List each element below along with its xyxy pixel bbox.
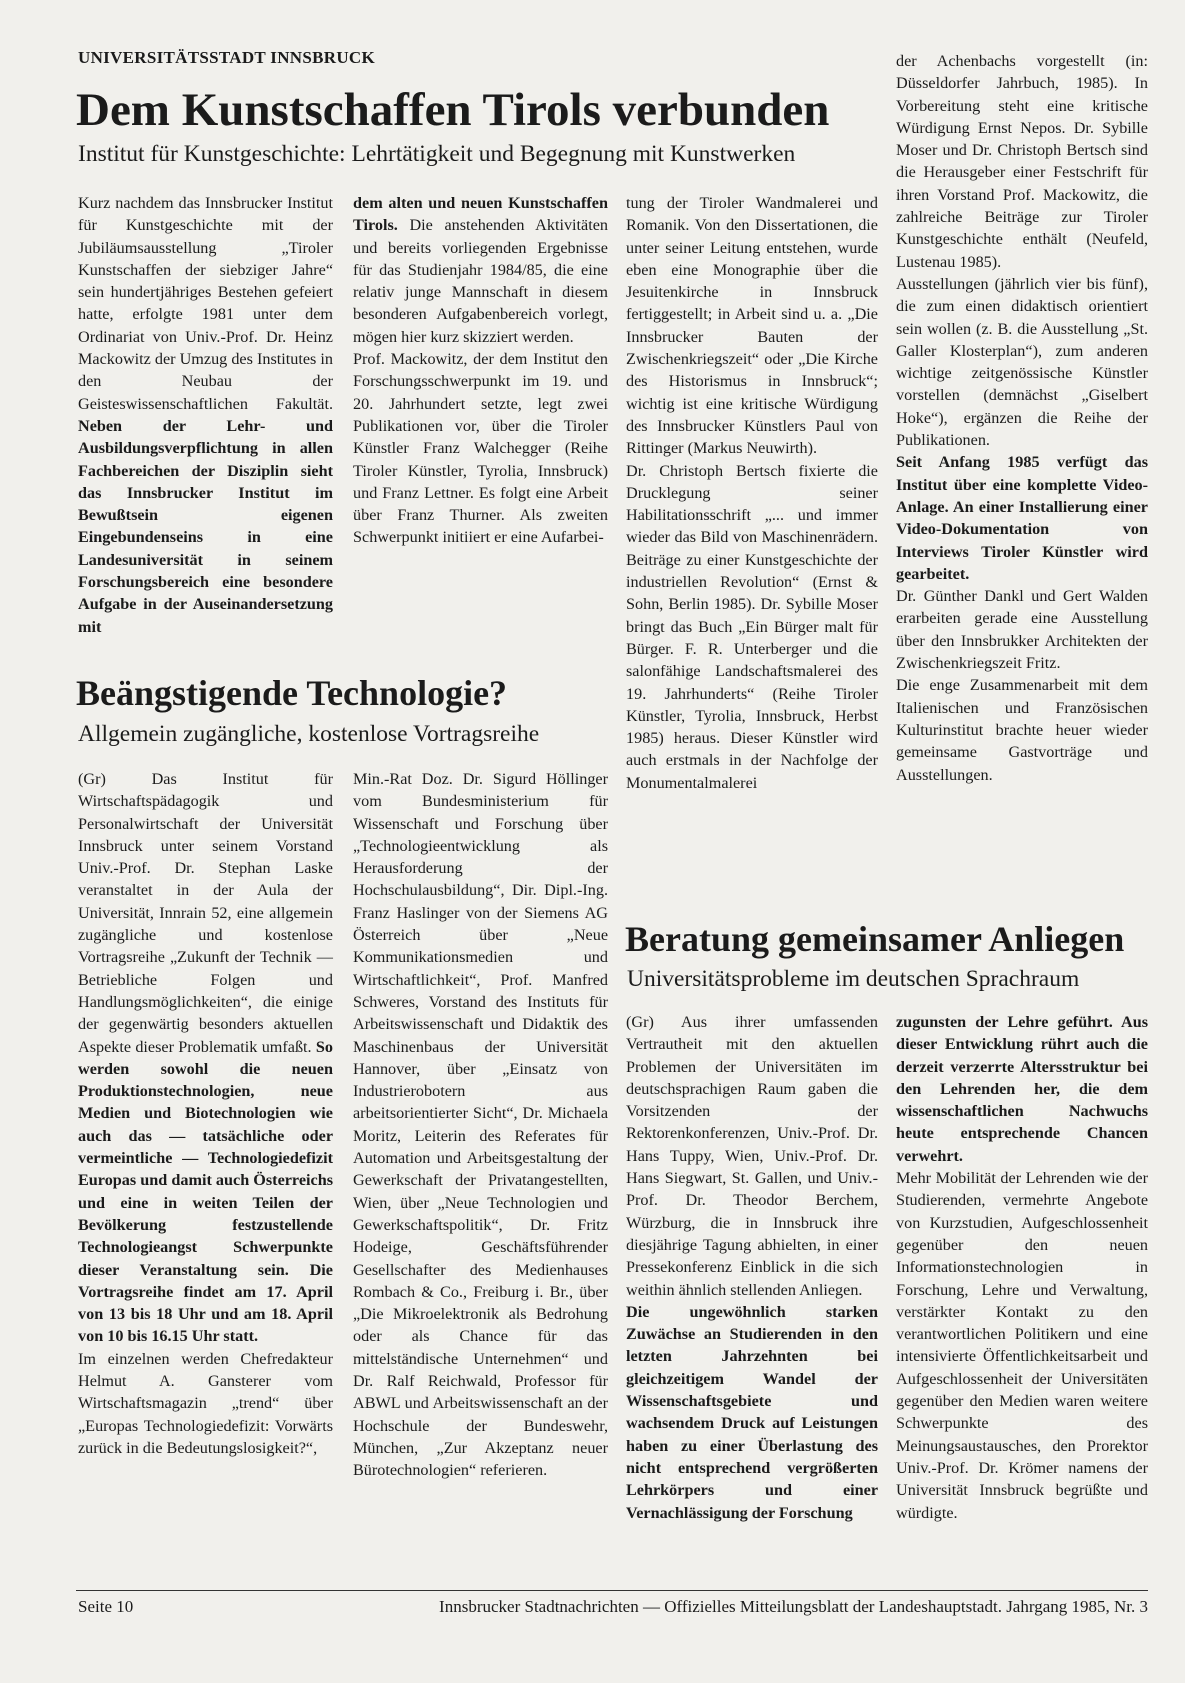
paragraph: (Gr) Aus ihrer umfassenden Vertrautheit mit den aktuellen Problemen der Universitäten im deutschsprachigen Raum gaben die Vorsitzenden der Rektorenkonferenzen, Univ.-Prof. Dr. Hans Tuppy, Wien, Univ.-Prof. Dr. Hans Siegwart, St. Gallen, und Univ.-Prof. Dr. Theodor Berchem, Würzburg, die in Innsbruck ihre diesjährige Tagung abhielten, in einer Pressekonferenz Einblick in die sich weithin ähnlich stellenden Anliegen. <box>626 1013 878 1299</box>
article-3-column-2 <box>896 1011 1148 1524</box>
footer-rule <box>76 1590 1148 1591</box>
paragraph: (Gr) Das Institut für Wirtschaftspädagogik und Personalwirtschaft der Universität Innsbruck unter seinem Vorstand Univ.-Prof. Dr. Stephan Laske veranstaltet in der Aula der Universität, Innrain 52, eine allgemein zugängliche und kostenlose Vortragsreihe „Zukunft der Technik — Betriebliche Folgen und Handlungsmöglichkeiten“, die einige der gegenwärtig besonders aktuellen Aspekte dieser Problematik umfaßt. <box>78 770 333 1056</box>
paragraph: Kurz nachdem das Innsbrucker Institut für Kunstgeschichte mit der Jubiläumsausstellung „Tiroler Kunstschaffen der siebziger Jahre“ sein hundertjähriges Bestehen gefeiert hatte, erfolgte 1981 unter dem Ordinariat von Univ.-Prof. Dr. Heinz Mackowitz der Umzug des Institutes in den Neubau der Geisteswissenschaftlichen Fakultät. <box>78 194 333 413</box>
paragraph: Die anstehenden Aktivitäten und bereits vorliegenden Ergebnisse für das Studienjahr 1984/85, die eine relativ junge Mannschaft in diesem besonderen Aufgabenbereich vorlegt, mögen hier kurz skizziert werden. <box>353 216 609 346</box>
article-3-headline: Beratung gemeinsamer Anliegen <box>625 919 1125 959</box>
emphasis: dem alten und neuen Kunstschaffen Tirols. <box>353 194 608 235</box>
paragraph: Im einzelnen werden Chefredakteur Helmut A. Gansterer vom Wirtschaftsmagazin „trend“ über „Europas Technologiedefizit: Vorwärts zurück in die Bedeutungslosigkeit?“, <box>78 1349 333 1457</box>
article-2-subheadline: Allgemein zugängliche, kostenlose Vortragsreihe <box>78 721 540 747</box>
page-number: Seite 10 <box>78 1597 134 1616</box>
paragraph: Die enge Zusammenarbeit mit dem Italienischen und Französischen Kulturinstitut brachte heuer wieder gemeinsame Gastvorträge und Ausstellungen. <box>896 676 1148 784</box>
paragraph: Mehr Mobilität der Lehrenden wie der Studierenden, vermehrte Angebote von Kurzstudien, Aufgeschlossenheit gegenüber den neuen Informationstechnologien in Forschung, Lehre und Verwaltung, verstärkter Kontakt zu den verantwortlichen Politikern und eine intensivierte Öffentlichkeitsarbeit und Aufgeschlossenheit der Universitäten gegenüber den Medien waren weitere Schwerpunkte des Meinungsaustausches, den Prorektor Univ.-Prof. Dr. Krömer namens der Universität Innsbruck begrüßte und würdigte. <box>896 1169 1148 1522</box>
paragraph: Ausstellungen (jährlich vier bis fünf), die zum einen didaktisch orientiert sein wollen (z. B. die Ausstellung „St. Galler Klosterplan“), zum anderen wichtige zeitgenössische Künstler vorstellen (demnächst „Giselbert Hoke“), ergänzen die Reihe der Publikationen. <box>896 274 1148 450</box>
paragraph: Dr. Günther Dankl und Gert Walden erarbeiten gerade eine Ausstellung über den Innsbrukker Architekten der Zwischenkriegszeit Fritz. <box>896 587 1148 673</box>
article-1-column-2 <box>353 192 608 549</box>
emphasis: zugunsten der Lehre geführt. Aus dieser Entwicklung rührt auch die derzeit verzerrte Altersstruktur bei den Lehrenden her, die dem wissenschaftlichen Nachwuchs heute entsprechende Chancen verwehrt. <box>896 1013 1148 1165</box>
article-3-column-1 <box>626 1011 878 1524</box>
emphasis: Seit Anfang 1985 verfügt das Institut über eine komplette Video-Anlage. An einer Installierung einer Video-Dokumentation von Interviews Tiroler Künstler wird gearbeitet. <box>896 453 1148 583</box>
masthead-line: Innsbrucker Stadtnachrichten — Offizielles Mitteilungsblatt der Landeshauptstadt. Jahrgang 1985, Nr. 3 <box>439 1597 1148 1616</box>
article-1-subheadline: Institut für Kunstgeschichte: Lehrtätigkeit und Begegnung mit Kunstwerken <box>78 141 796 167</box>
section-kicker: UNIVERSITÄTSSTADT INNSBRUCK <box>78 48 376 67</box>
paragraph: tung der Tiroler Wandmalerei und Romanik. Von den Dissertationen, die unter seiner Leitung entstehen, wurde eben eine Monographie über die Jesuitenkirche in Innsbruck fertiggestellt; in Arbeit sind u. a. „Die Innsbrucker Bauten der Zwischenkriegszeit“ oder „Die Kirche des Historismus in Innsbruck“; wichtig ist eine kritische Würdigung des Innsbrucker Künstlers Paul von Rittinger (Markus Neuwirth). <box>626 194 878 458</box>
article-2-column-1 <box>78 768 333 1459</box>
emphasis: Die ungewöhnlich starken Zuwächse an Studierenden in den letzten Jahrzehnten bei gleichzeitigem Wandel der Wissenschaftsgebiete und wachsendem Druck auf Leistungen haben zu einer Überlastung des nicht entsprechend vergrößerten Lehrkörpers und einer Vernachlässigung der Forschung <box>626 1302 878 1522</box>
article-1-column-3 <box>626 192 878 794</box>
paragraph: Prof. Mackowitz, der dem Institut den Forschungsschwerpunkt im 19. und 20. Jahrhundert setzte, legt zwei Publikationen vor, über die Tiroler Künstler Franz Walchegger (Reihe Tiroler Künstler, Tyrolia, Innsbruck) und Franz Lettner. Es folgt eine Arbeit über Franz Thurner. Als zweiten Schwerpunkt initiiert er eine Aufarbei- <box>353 350 608 547</box>
article-1-headline: Dem Kunstschaffen Tirols verbunden <box>76 84 830 136</box>
paragraph: Dr. Christoph Bertsch fixierte die Drucklegung seiner Habilitationsschrift „... und immer wieder das Bild von Maschinenrädern. Beiträge zu einer Kunstgeschichte der industriellen Revolution“ (Ernst & Sohn, Berlin 1985). Dr. Sybille Moser bringt das Buch „Ein Bürger malt für Bürger. F. R. Unterberger und die salonfähige Landschaftsmalerei des 19. Jahrhunderts“ (Reihe Tiroler Künstler, Tyrolia, Innsbruck, Herbst 1985) heraus. Dieser Künstler wird auch erstmals in der Nachfolge der Monumentalmalerei <box>626 461 878 792</box>
paragraph: der Achenbachs vorgestellt (in: Düsseldorfer Jahrbuch, 1985). In Vorbereitung steht eine kritische Würdigung Ernst Nepos. Dr. Sybille Moser und Dr. Christoph Bertsch sind die Herausgeber einer Festschrift für ihren Vorstand Prof. Mackowitz, die zahlreiche Beiträge zur Tiroler Kunstgeschichte enthält (Neufeld, Lustenau 1985). <box>896 52 1148 271</box>
article-3-subheadline: Universitätsprobleme im deutschen Sprachraum <box>627 966 1080 992</box>
emphasis: Neben der Lehr- und Ausbildungsverpflichtung in allen Fachbereichen der Disziplin sieht das Innsbrucker Institut im Bewußtsein eigenen Eingebundenseins in eine Landesuniversität in seinem Forschungsbereich eine besondere Aufgabe in der Auseinandersetzung mit <box>78 416 333 636</box>
article-1-column-1 <box>78 192 333 638</box>
paragraph: Min.-Rat Doz. Dr. Sigurd Höllinger vom Bundesministerium für Wissenschaft und Forschung über „Technologieentwicklung als Herausforderung der Hochschulausbildung“, Dir. Dipl.-Ing. Franz Haslinger von der Siemens AG Österreich über „Neue Kommunikationsmedien und Wirtschaftlichkeit“, Prof. Manfred Schweres, Vorstand des Instituts für Arbeitswissenschaft und Didaktik des Maschinenbaus der Universität Hannover, über „Einsatz von Industrierobotern aus arbeitsorientierter Sicht“, Dr. Michaela Moritz, Leiterin des Referates für Automation und Arbeitsgestaltung der Gewerkschaft der Privatangestellten, Wien, über „Neue Technologien und Gewerkschaftspolitik“, Dr. Fritz Hodeige, Geschäftsführender Gesellschafter des Medienhauses Rombach & Co., Freiburg i. Br., über „Die Mikroelektronik als Bedrohung oder als Chance für das mittelständische Unternehmen“ und Dr. Ralf Reichwald, Professor für ABWL und Arbeitswissenschaft an der Hochschule der Bundeswehr, München, „Zur Akzeptanz neuer Bürotechnologien“ referieren. <box>353 770 608 1480</box>
article-2-headline: Beängstigende Technologie? <box>76 673 508 713</box>
article-1-column-4 <box>896 50 1148 786</box>
article-2-column-2 <box>353 768 608 1482</box>
emphasis: So werden sowohl die neuen Produktionstechnologien, neue Medien und Biotechnologien wie auch das — tatsächliche oder vermeintliche — Technologiedefizit Europas und damit auch Österreichs und eine in weiten Teilen der Bevölkerung festzustellende Technologieangst Schwerpunkte dieser Veranstaltung sein. Die Vortragsreihe findet am 17. April von 13 bis 18 Uhr und am 18. April von 10 bis 16.15 Uhr statt. <box>78 1037 333 1346</box>
